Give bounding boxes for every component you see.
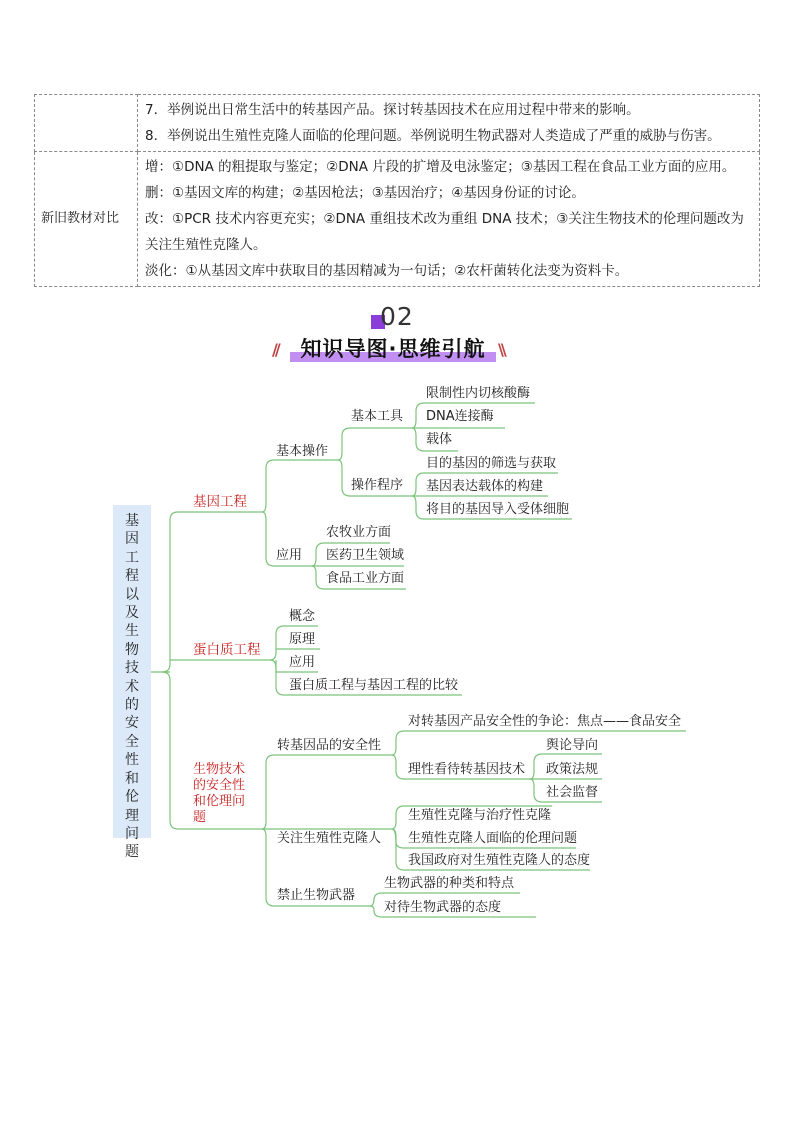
node-clone-concern: 关注生殖性克隆人: [277, 831, 382, 846]
leaf-protein-3: 应用: [289, 655, 316, 670]
leaf-rational-2: 政策法规: [546, 762, 599, 777]
requirement-7: 7．举例说出日常生活中的转基因产品。探讨转基因技术在应用过程中带来的影响。: [145, 102, 640, 118]
branch-connector: [262, 755, 392, 829]
branch-connector: [338, 428, 412, 460]
node-basic-tools: 基本工具: [351, 409, 404, 424]
branch-protein-engineering: 蛋白质工程: [193, 642, 261, 658]
root-node-label: 基因工程以及生物技术的安全性和伦理问题: [125, 513, 139, 861]
leaf-tool-1: 限制性内切核酸酶: [426, 386, 531, 401]
leaf-application-3: 食品工业方面: [326, 571, 405, 586]
node-rational-view: 理性看待转基因技术: [408, 762, 526, 777]
leaf-application-2: 医药卫生领域: [326, 548, 405, 563]
node-basic-operation: 基本操作: [276, 444, 329, 459]
leaf-rational-3: 社会监督: [546, 785, 599, 800]
changed-line: 改：①PCR 技术内容更充实；②DNA 重组技术改为重组 DNA 技术；③关注生物技术的伦理问题改为关注生殖性克隆人。: [145, 211, 744, 253]
leaf-clone-1: 生殖性克隆与治疗性克隆: [408, 808, 552, 823]
branch-biotech-safety-ethics: 生物技术的安全性和伦理问题: [193, 762, 246, 825]
leaf-clone-2: 生殖性克隆人面临的伦理问题: [408, 831, 578, 846]
leaf-safety-debate: 对转基因产品安全性的争论：焦点——食品安全: [408, 714, 682, 729]
leaf-protein-2: 原理: [289, 632, 316, 647]
leaf-protein-4: 蛋白质工程与基因工程的比较: [289, 678, 459, 693]
node-ban-bioweapons: 禁止生物武器: [277, 888, 356, 903]
row-label: 新旧教材对比: [35, 152, 138, 287]
left-decoration: //: [272, 340, 278, 359]
leaf-rational-1: 舆论导向: [546, 738, 599, 753]
branch-genetic-engineering: 基因工程: [193, 494, 247, 510]
leaf-connector: [392, 731, 686, 755]
leaf-weapons-2: 对待生物武器的态度: [384, 900, 502, 915]
leaf-procedure-1: 目的基因的筛选与获取: [426, 456, 557, 471]
right-decoration: \\: [498, 340, 504, 359]
branch-connector: [262, 460, 338, 512]
node-gmo-safety: 转基因品的安全性: [277, 738, 382, 753]
leaf-procedure-2: 基因表达载体的构建: [426, 479, 544, 494]
deleted-line: 删：①基因文库的构建；②基因枪法；③基因治疗；④基因身份证的讨论。: [145, 185, 585, 201]
reduced-line: 淡化：①从基因文库中获取目的基因精减为一句话；②农杆菌转化法变为资料卡。: [145, 263, 629, 279]
section-title: 知识导图·思维引航: [300, 337, 486, 361]
leaf-protein-1: 概念: [289, 609, 316, 624]
node-procedure: 操作程序: [351, 478, 404, 493]
added-line: 增：①DNA 的粗提取与鉴定；②DNA 片段的扩增及电泳鉴定；③基因工程在食品工业方面的应用。: [145, 159, 736, 175]
leaf-clone-3: 我国政府对生殖性克隆人的态度: [408, 853, 591, 868]
leaf-weapons-1: 生物武器的种类和特点: [384, 876, 515, 891]
requirement-8: 8．举例说出生殖性克隆人面临的伦理问题。举例说明生物武器对人类造成了严重的威胁与伤害。: [145, 128, 721, 144]
leaf-tool-2: DNA连接酶: [426, 409, 494, 424]
leaf-tool-3: 载体: [426, 432, 453, 447]
section-number: 02: [380, 302, 414, 331]
leaf-application-1: 农牧业方面: [326, 525, 392, 540]
leaf-procedure-3: 将目的基因导入受体细胞: [426, 502, 570, 517]
node-application: 应用: [276, 548, 303, 563]
